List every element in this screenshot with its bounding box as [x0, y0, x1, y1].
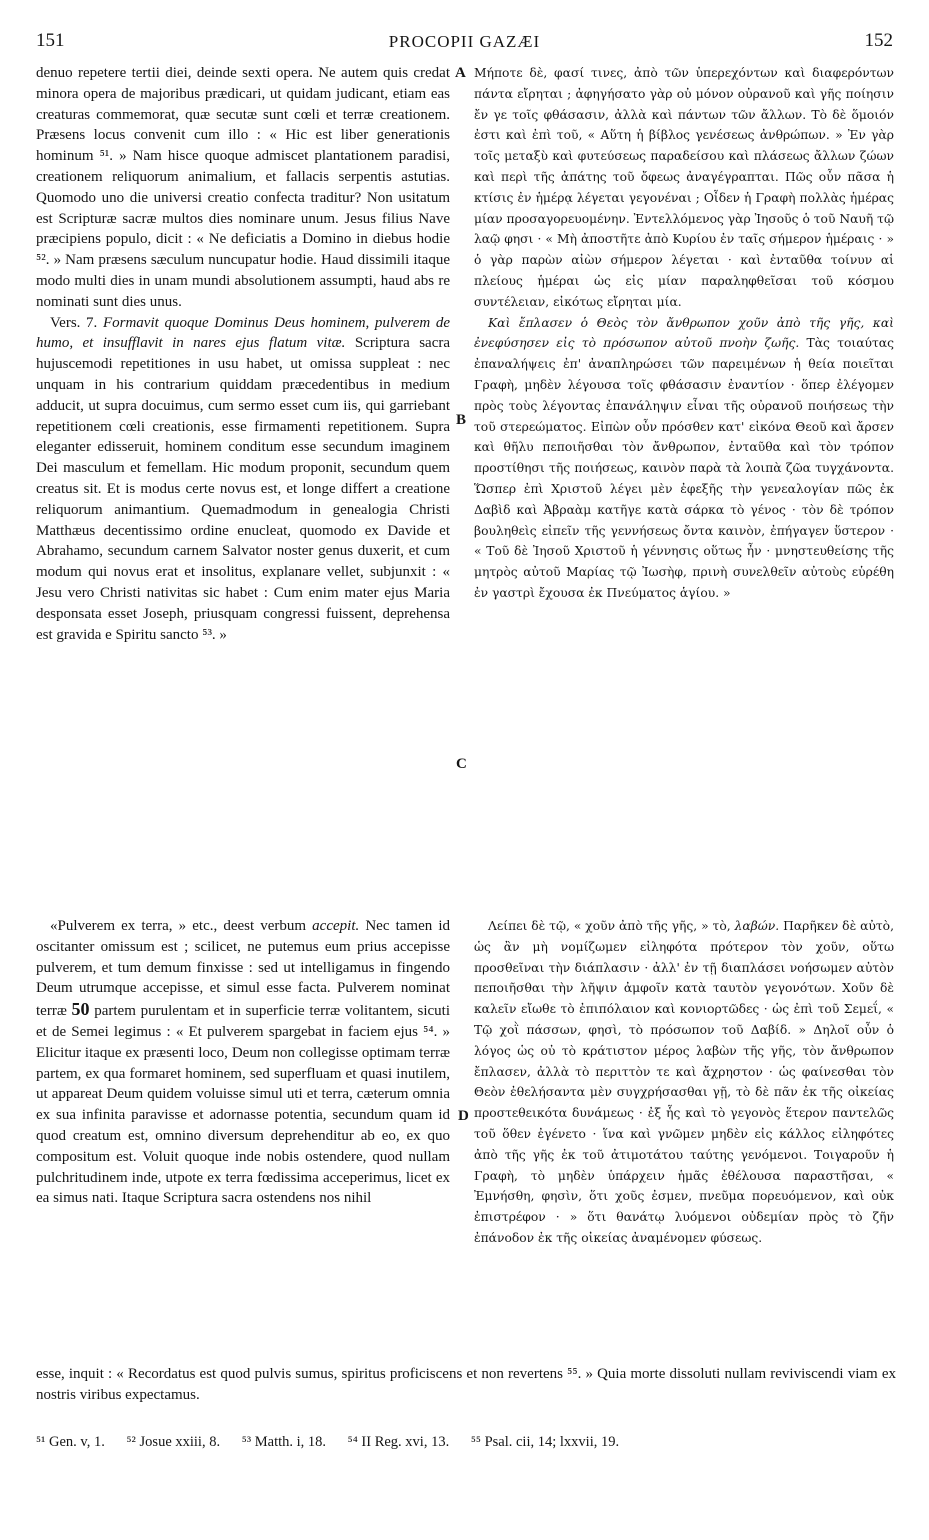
column-number: 50: [71, 999, 90, 1020]
greek-column-upper: [474, 63, 894, 833]
page-number-right: 152: [864, 30, 893, 51]
footnotes: [36, 1434, 896, 1451]
latin-paragraph-2: [36, 313, 450, 646]
latin-accepit: accepit.: [312, 918, 360, 934]
margin-letter-d: D: [458, 1108, 469, 1124]
greek-paragraph-1: Μήποτε δὲ, φασί τινες, ἀπὸ τῶν ὑπερεχόντων καὶ διαφερόντων πάντα εἴρηται ; ἀφηγήσατο γὰρ οὐ μόνον οὐρανοῦ καὶ γῆς ποίησιν ἔν γε τοῖς φθάσασιν, ἀλλὰ καὶ πάντων τῶν ἄλλων. Τὸ δὲ ὅμοιόν ἐστι καὶ ἐπὶ τοῦ, « Αὕτη ἡ βίβλος γενέσεως ἀνθρώπων. » Ἐν γὰρ τοῖς μεταξὺ καὶ φυτεύσεως παραδείσου καὶ πλάσεως ἄλλων ζώων καὶ περὶ τῆς ἀπάτης τοῦ ὄφεως ἀναγέγραπται. Πῶς οὖν πᾶσα ἡ κτίσις ἐν ἡμέρᾳ λέγεται γεγονέναι ; Οἶδεν ἡ Γραφὴ πολλὰς ἡμέρας μίαν προσαγορευομένην. Ἐντελλόμενος γὰρ Ἰησοῦς ὁ τοῦ Ναυῆ τῷ λαῷ φησι · « Μὴ ἀποστῆτε ἀπὸ Κυρίου ἐν ταῖς σήμερον ἡμέραις · » ὁ γὰρ παρὼν αἰὼν σήμερον λέγεται · καὶ ἐνταῦθα τοίνυν αἱ πλείους ἡμέραι ὡς εἰς μίαν παραληφθεῖσαι τοῦ κόσμου συντέλειαν, εἰκότως εἴρηται μία.: [474, 66, 894, 309]
latin-column-lower: [36, 916, 450, 1363]
verse-lemma: Formavit quoque Dominus Deus hominem, pulverem de humo, et insufflavit in nares ejus flatum vitæ.: [36, 314, 450, 352]
greek-column-lower: [474, 916, 894, 1363]
footnote-53: ⁵³ Matth. i, 18.: [241, 1434, 327, 1450]
greek-commentary: Τὰς τοιαύτας ἐπαναλήψεις ἐπ' ἀναπληρώσει τῶν παρειμένων ἡ θεία ποιεῖται Γραφὴ, μηδὲν λέγουσα τοῖς φθάσασιν ἐναντίον · ὅπερ ἐλέγομεν πρὸς τοὺς λέγοντας ἐπανάληψιν εἶναι τῆς οὐρανοῦ ποιήσεως τὴν τοῦ στερεώματος. Εἰπὼν οὖν πρόσθεν κατ' εἰκόνα Θεοῦ καὶ ἄρσεν καὶ θῆλυ πεποιῆσθαι τὸν ἄνθρωπον, ἐνταῦθα καὶ τὸν τρόπον προστίθησι τῆς ποιήσεως, καινὸν παρὰ τὰ λοιπὰ ζῶα τυγχάνοντα. Ὥσπερ ἐπὶ Χριστοῦ λέγει μὲν ἐφεξῆς τὴν γενεαλογίαν πῶς ἐκ Δαβὶδ καὶ Ἀβραὰμ κατῆγε κατὰ σάρκα τὸ γένος · τὸν δὲ τρόπον βουληθεὶς εἰπεῖν τῆς γεννήσεως ὄντα καινὸν, ἐπήγαγεν ὕστερον · « Τοῦ δὲ Ἰησοῦ Χριστοῦ ἡ γέννησις οὕτως ἦν · μνηστευθείσης τῆς μητρὸς αὐτοῦ Μαρίας τῷ Ἰωσὴφ, πρινὴ συνελθεῖν αὐτοὺς εὑρέθη ἐν γαστρὶ ἔχουσα ἐκ Πνεύματος ἁγίου. »: [474, 336, 894, 600]
footnote-51: ⁵¹ Gen. v, 1.: [36, 1434, 105, 1450]
latin-commentary: Scriptura sacra hujuscemodi repetitiones in usu habet, ut omissa suppleat : nec unquam in his contrarium quiddam præcedentibus in medium adducit, ut supra docuimus, cum sermo esset cum iis, qui garriebant repetitionem cœli creationis, esse firmamenti repetitionem. Supra eleganter edisseruit, hominem conditum esse secundum imaginem Dei masculum et femellam. Hic modum proponit, secundum quem creatus sit. Et is modus certe novus est, et longe differt a creatione reliquorum animantium. Quemadmodum in genealogia Christi Matthæus decentissimo ordine enucleat, quomodo ex Davide et Abrahamo, secundum carnem Salvator noster genus duxerit, et cum modum qui novus erat et insolitus, explanare vellet, subjunxit : « Jesu vero Christi nativitas sic habet : Cum enim mater ejus Maria desponsata esset Joseph, priusquam congressi fuissent, deprehensa est gravida e Spiritu sancto ⁵³. »: [36, 335, 450, 643]
margin-letter-a: A: [455, 65, 466, 81]
footnote-52: ⁵² Josue xxiii, 8.: [126, 1434, 221, 1450]
latin-closing: esse, inquit : « Recordatus est quod pulvis sumus, spiritus proficiscens et non revertens ⁵⁵. » Quia morte dissoluti nullam reviviscendi viam ex nostris viribus expectamus.: [36, 1366, 896, 1403]
verse-label: Vers. 7.: [50, 314, 98, 331]
running-title: PROCOPII GAZÆI: [388, 32, 541, 51]
latin-paragraph-1: denuo repetere tertii diei, deinde sexti opera. Ne autem quis credat minora opera de majoribus prædicari, ut quidam judicant, etiam eas creaturas commemorat, quæ secutæ sunt cœli et terræ creationem. Præsens locus convenit cum illo : « Hic est liber generationis hominum ⁵¹. » Nam hisce quoque admiscet plantationem paradisi, creationem reliquorum animalium, et fallacis serpentis astutias. Quomodo uno die universi creatio confecta traditur? Non usitatum est Scripturæ sacræ multos dies nominare unum. Jesus filius Nave præcipiens populo, dicit : « Ne deficiatis a Domino in diebus hodie ⁵². » Nam præsens sæculum nuncupatur hodie. Haud dissimili itaque modo multi dies in unam mundi absolutionem assumpti, haud abs re nominati sunt dies unus.: [36, 65, 450, 310]
greek-paragraph-2: [474, 313, 894, 604]
margin-letter-b: B: [456, 412, 467, 428]
footnote-54: ⁵⁴ II Reg. xvi, 13.: [347, 1434, 450, 1450]
greek-paragraph-3: Λείπει δὲ τῷ, « χοῦν ἀπὸ τῆς γῆς, » τὸ, λαβών. Παρῆκεν δὲ αὐτὸ, ὡς ἂν μὴ νομίζωμεν εἰληφότα πρότερον τὸν χοῦν, οὕτω προσθεῖναι τὴν διάπλασιν · ἀλλ' ἐν τῇ διαπλάσει νοήσωμεν αὐτὸν πεποιῆσθαι τὴν λῆψιν ἀμφοῖν κατὰ ταυτὸν γεγονότων. Χοῦν δὲ καλεῖν εἴωθε τὸ ἐπιπόλαιον καὶ κονιορτῶδες · ὡς ἐπὶ τοῦ Σεμεΐ, « Τῷ χοῒ πάσσων, φησὶ, τὸ πρόσωπον τοῦ Δαβίδ. » Δηλοῖ οὖν ὁ λόγος ὡς οὐ τὸ κράτιστον μέρος λαβὼν τῆς γῆς, τὸν ἄνθρωπον ἔπλασεν, ἀλλὰ τὸ περιττὸν τε καὶ ἄχρηστον · ὡς φαίνεσθαι τὸν Θεὸν ἐθελήσαντα μὲν συγχρήσασθαι γῇ, τὸ δὲ πᾶν ἐκ τῆς οἰκείας προστεθεικότα δυνάμεως · ἐξ ἧς καὶ τὸ γεγονὸς ἕτερον παντελῶς τοῦ ὅθεν ἐγένετο · ἵνα καὶ γνῶμεν μηδὲν εἰς κάλλος εἰληφότες ἀπὸ τῆς γῆς ἐκ τοῦ ἀτιμοτάτου ταύτης γενόμενοι. Τοιγαροῦν ἡ Γραφὴ, τὸ μηδὲν ὑπάρχειν ἡμᾶς ἐθέλουσα παραστῆσαι, « Ἐμνήσθη, φησὶν, ὅτι χοῦς ἐσμεν, πνεῦμα πορευόμενον, καὶ οὐκ ἐπιστρέφον · » ὅτι θανάτῳ λυόμενοι οὐδεμίαν πρὸς τὸ ζῆν ἐπάνοδον ἐκ τῆς οἰκείας ἀναμένομεν φύσεως.: [474, 919, 894, 1245]
page-header: [0, 30, 929, 60]
greek-lemma: Καὶ ἔπλασεν ὁ Θεὸς τὸν ἄνθρωπον χοῦν ἀπὸ τῆς γῆς, καὶ ἐνεφύσησεν εἰς τὸ πρόσωπον αὐτοῦ πνοὴν ζωῆς.: [474, 315, 894, 351]
footnote-55: ⁵⁵ Psal. cii, 14; lxxvii, 19.: [470, 1434, 620, 1450]
latin-paragraph-3: «Pulverem ex terra, » etc., deest verbum accepit. Nec tamen id oscitanter omissum est ; scilicet, ne putemus eum prius accepisse pulverem, et tum demum finxisse : sed ut intelligamus in fingendo Deum utrumque accepisse, et simul esse facta. Pulverem nominat terræ 50 partem purulentam et in superficie terræ volitantem, sicuti et de Semei legimus : « Et pulverem spargebat in faciem ejus ⁵⁴. » Elicitur itaque ex præsenti loco, Deum non collegisse optimam terræ partem, ex qua formaret hominem, sed superfluam et quasi inutilem, ut appareat Deum quidem voluisse simul uti et terra, cæterum omnia ex sua infinita paravisse et adornasse potentia, secundum quam id quod creatum est, omnino diversum deprehenditur ab eo, ex quo compositum est. Voluit quoque inde nobis ostendere, quod nullam pulchritudinem inde, utpote ex terra fœdissima acceperimus, licet ex ea simus nati. Itaque Scriptura sacra ostendens nos nihil: [36, 918, 450, 1207]
margin-letter-c: C: [456, 756, 467, 772]
page-number-left: 151: [36, 30, 65, 51]
greek-labon: λαβών.: [734, 919, 780, 933]
latin-column-upper: [36, 63, 450, 873]
